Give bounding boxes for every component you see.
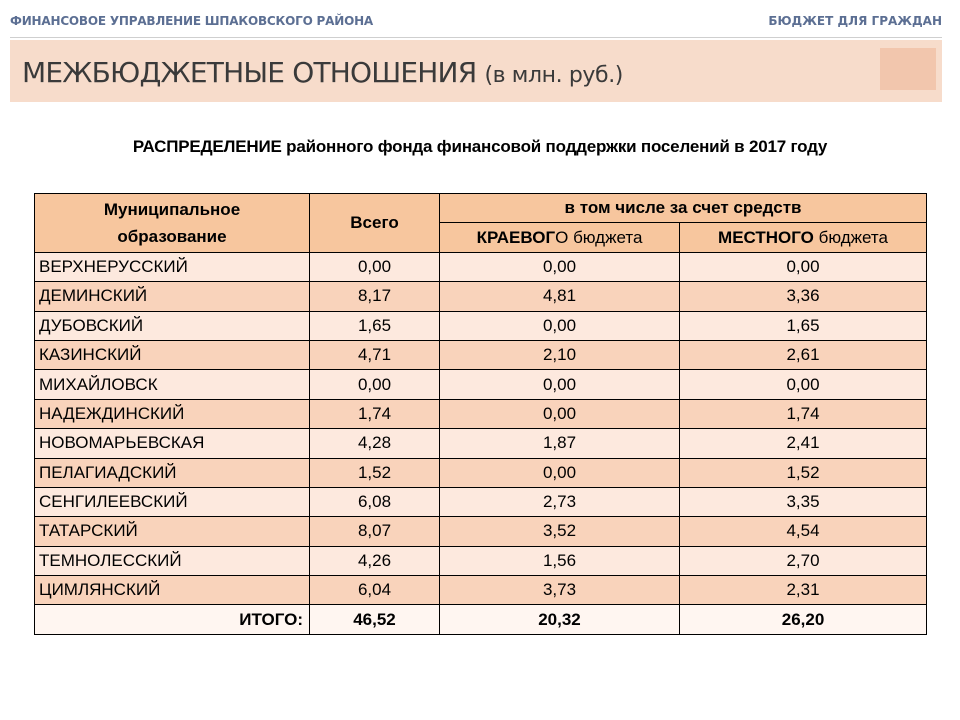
cell-regional: 0,00 <box>440 311 680 340</box>
cell-total: 0,00 <box>310 370 440 399</box>
page-title <box>22 56 623 89</box>
cell-local: 3,36 <box>680 282 927 311</box>
cell-total: 0,00 <box>310 252 440 281</box>
cell-local: 2,41 <box>680 429 927 458</box>
page-title-text: МЕЖБЮДЖЕТНЫЕ ОТНОШЕНИЯ <box>22 56 477 89</box>
table-row <box>35 517 927 546</box>
cell-local: 1,74 <box>680 399 927 428</box>
cell-municipality: ПЕЛАГИАДСКИЙ <box>35 458 310 487</box>
cell-total: 1,74 <box>310 399 440 428</box>
cell-total: 6,08 <box>310 487 440 516</box>
cell-regional: 3,73 <box>440 576 680 605</box>
cell-regional: 0,00 <box>440 370 680 399</box>
cell-municipality: НАДЕЖДИНСКИЙ <box>35 399 310 428</box>
header-local <box>680 223 927 252</box>
header-regional <box>440 223 680 252</box>
table-row <box>35 311 927 340</box>
table-caption-text: РАСПРЕДЕЛЕНИЕ районного фонда финансовой поддержки поселений в 2017 году <box>132 137 828 156</box>
cell-local: 2,31 <box>680 576 927 605</box>
cell-municipality: НОВОМАРЬЕВСКАЯ <box>35 429 310 458</box>
table-row <box>35 340 927 369</box>
header-municipality <box>35 194 310 253</box>
organization-name: ФИНАНСОВОЕ УПРАВЛЕНИЕ ШПАКОВСКОГО РАЙОНА <box>10 14 374 28</box>
cell-local: 1,52 <box>680 458 927 487</box>
section-name: БЮДЖЕТ ДЛЯ ГРАЖДАН <box>768 14 942 28</box>
total-local: 26,20 <box>680 605 927 634</box>
cell-total: 6,04 <box>310 576 440 605</box>
cell-total: 1,65 <box>310 311 440 340</box>
cell-municipality: ЦИМЛЯНСКИЙ <box>35 576 310 605</box>
cell-regional: 0,00 <box>440 399 680 428</box>
title-banner <box>10 40 942 102</box>
cell-local: 0,00 <box>680 370 927 399</box>
header-municipality-line1: Муниципальное <box>103 199 241 219</box>
cell-total: 4,26 <box>310 546 440 575</box>
cell-local: 3,35 <box>680 487 927 516</box>
distribution-table <box>34 193 927 635</box>
table-row <box>35 282 927 311</box>
banner-decoration <box>880 48 936 90</box>
cell-total: 4,28 <box>310 429 440 458</box>
header-group: в том числе за счет средств <box>440 194 927 223</box>
total-row <box>35 605 927 634</box>
total-label: ИТОГО: <box>35 605 310 634</box>
cell-municipality: ТЕМНОЛЕССКИЙ <box>35 546 310 575</box>
table-row <box>35 546 927 575</box>
total-sum: 46,52 <box>310 605 440 634</box>
table-caption <box>0 137 960 157</box>
table-row <box>35 487 927 516</box>
header-regional-rest: О бюджета <box>555 227 643 247</box>
cell-regional: 1,56 <box>440 546 680 575</box>
cell-local: 2,61 <box>680 340 927 369</box>
table-header-row <box>35 194 927 223</box>
total-regional: 20,32 <box>440 605 680 634</box>
header-total: Всего <box>310 194 440 253</box>
table-body <box>35 252 927 605</box>
page-title-unit: (в млн. руб.) <box>484 63 623 88</box>
cell-total: 4,71 <box>310 340 440 369</box>
cell-municipality: ТАТАРСКИЙ <box>35 517 310 546</box>
top-bar <box>10 8 942 38</box>
cell-municipality: МИХАЙЛОВСК <box>35 370 310 399</box>
table-row <box>35 576 927 605</box>
header-regional-bold: КРАЕВОГ <box>476 227 556 247</box>
cell-regional: 2,10 <box>440 340 680 369</box>
cell-municipality: ДЕМИНСКИЙ <box>35 282 310 311</box>
cell-local: 1,65 <box>680 311 927 340</box>
cell-total: 8,17 <box>310 282 440 311</box>
header-municipality-line2: образование <box>117 226 227 246</box>
table-row <box>35 370 927 399</box>
table-row <box>35 429 927 458</box>
cell-municipality: СЕНГИЛЕЕВСКИЙ <box>35 487 310 516</box>
cell-municipality: КАЗИНСКИЙ <box>35 340 310 369</box>
cell-regional: 2,73 <box>440 487 680 516</box>
header-local-rest: бюджета <box>813 227 888 247</box>
cell-regional: 0,00 <box>440 458 680 487</box>
cell-regional: 1,87 <box>440 429 680 458</box>
cell-municipality: ДУБОВСКИЙ <box>35 311 310 340</box>
table-row <box>35 399 927 428</box>
cell-regional: 0,00 <box>440 252 680 281</box>
cell-local: 0,00 <box>680 252 927 281</box>
cell-local: 4,54 <box>680 517 927 546</box>
header-local-bold: МЕСТНОГО <box>718 227 814 247</box>
cell-regional: 3,52 <box>440 517 680 546</box>
table-row <box>35 458 927 487</box>
cell-regional: 4,81 <box>440 282 680 311</box>
cell-local: 2,70 <box>680 546 927 575</box>
cell-total: 1,52 <box>310 458 440 487</box>
cell-total: 8,07 <box>310 517 440 546</box>
cell-municipality: ВЕРХНЕРУССКИЙ <box>35 252 310 281</box>
table-row <box>35 252 927 281</box>
